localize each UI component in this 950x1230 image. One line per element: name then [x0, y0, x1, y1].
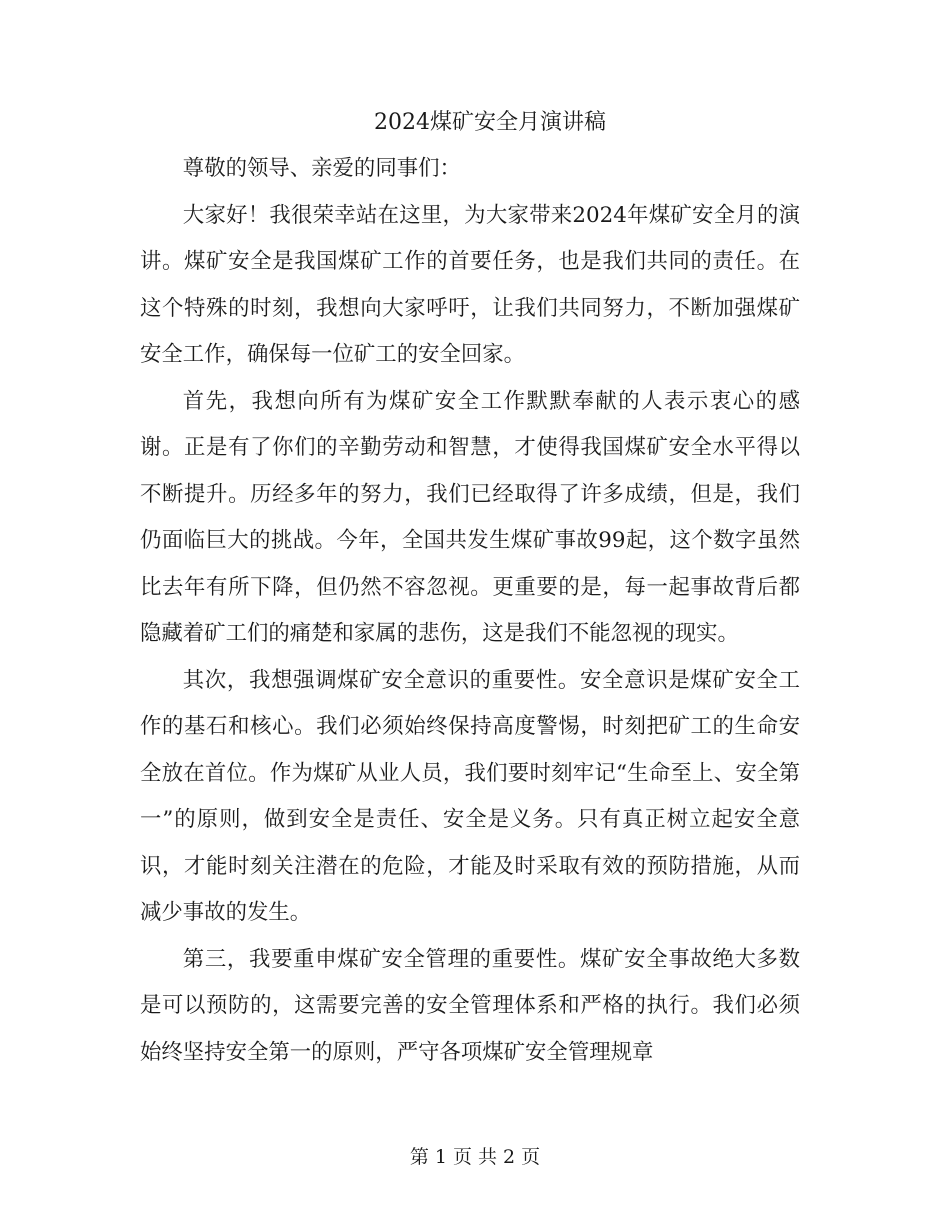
paragraph-4: 第三，我要重申煤矿安全管理的重要性。煤矿安全事故绝大多数是可以预防的，这需要完善的安全管理体系和严格的执行。我们必须始终坚持安全第一的原则，严守各项煤矿安全管理规章	[140, 946, 800, 1065]
paragraph-3: 其次，我想强调煤矿安全意识的重要性。安全意识是煤矿安全工作的基石和核心。我们必须始终保持高度警惕，时刻把矿工的生命安全放在首位。作为煤矿从业人员，我们要时刻牢记“生命至上、安全第一”的原则，做到安全是责任、安全是义务。只有真正树立起安全意识，才能时刻关注潜在的危险，才能及时采取有效的预防措施，从而减少事故的发生。	[140, 667, 800, 925]
salutation: 尊敬的领导、亲爱的同事们：	[182, 156, 461, 181]
document-title: 2024煤矿安全月演讲稿	[374, 110, 606, 135]
document-body	[140, 100, 800, 1076]
paragraph-1: 大家好！我很荣幸站在这里，为大家带来2024年煤矿安全月的演讲。煤矿安全是我国煤矿工作的首要任务，也是我们共同的责任。在这个特殊的时刻，我想向大家呼吁，让我们共同努力，不断加强煤矿安全工作，确保每一位矿工的安全回家。	[140, 202, 800, 367]
page-footer: 第 1 页 共 2 页	[409, 1146, 541, 1168]
paragraph-2: 首先，我想向所有为煤矿安全工作默默奉献的人表示衷心的感谢。正是有了你们的辛勤劳动和智慧，才使得我国煤矿安全水平得以不断提升。历经多年的努力，我们已经取得了许多成绩，但是，我们仍面临巨大的挑战。今年，全国共发生煤矿事故99起，这个数字虽然比去年有所下降，但仍然不容忽视。更重要的是，每一起事故背后都隐藏着矿工们的痛楚和家属的悲伤，这是我们不能忽视的现实。	[140, 388, 800, 646]
